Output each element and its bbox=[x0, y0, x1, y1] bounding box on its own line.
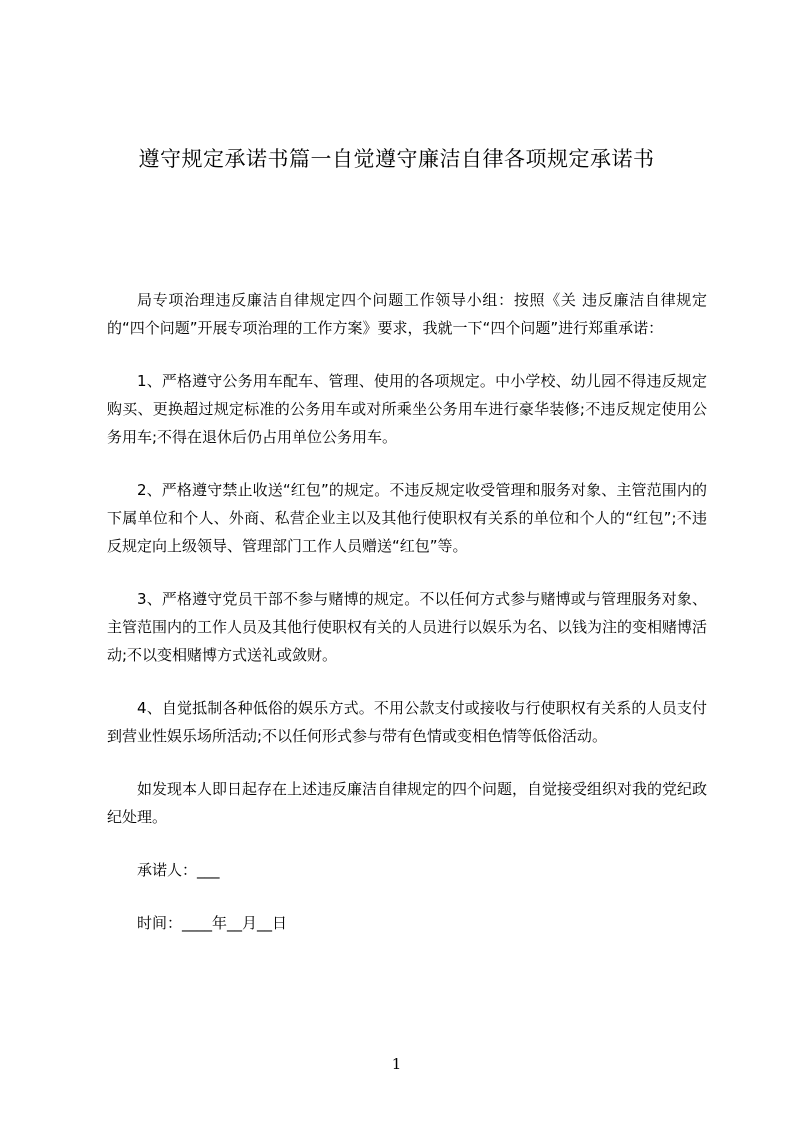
paragraph-item-2: 2、严格遵守禁止收送“红包”的规定。不违反规定收受管理和服务对象、主管范围内的下属单位和个人、外商、私营企业主以及其他行使职权有关系的单位和个人的“红包”;不违反规定向上级领导、管理部门工作人员赠送“红包”等。 bbox=[107, 481, 707, 555]
signature-line: 承诺人：___ bbox=[137, 861, 220, 879]
paragraph-item-4: 4、自觉抵制各种低俗的娱乐方式。不用公款支付或接收与行使职权有关系的人员支付到营业性娱乐场所活动;不以任何形式参与带有色情或变相色情等低俗活动。 bbox=[107, 699, 707, 745]
paragraph-closing: 如发现本人即日起存在上述违反廉洁自律规定的四个问题，自觉接受组织对我的党纪政纪处理。 bbox=[107, 780, 708, 826]
paragraph-intro: 局专项治理违反廉洁自律规定四个问题工作领导小组：按照《关 违反廉洁自律规定的“四个问题”开展专项治理的工作方案》要求，我就一下“四个问题”进行郑重承诺： bbox=[107, 291, 707, 337]
paragraph-item-3: 3、严格遵守党员干部不参与赌博的规定。不以任何方式参与赌博或与管理服务对象、主管范围内的工作人员及其他行使职权有关的人员进行以娱乐为名、以钱为注的变相赌博活动;不以变相赌博方式送礼或敛财。 bbox=[107, 590, 708, 664]
paragraph-item-1: 1、严格遵守公务用车配车、管理、使用的各项规定。中小学校、幼儿园不得违反规定购买、更换超过规定标准的公务用车或对所乘坐公务用车进行豪华装修;不违反规定使用公务用车;不得在退休后仍占用单位公务用车。 bbox=[107, 372, 707, 446]
document-body bbox=[107, 286, 707, 962]
document-title: 遵守规定承诺书篇一自觉遵守廉洁自律各项规定承诺书 bbox=[138, 147, 655, 171]
page-number: 1 bbox=[391, 1055, 402, 1073]
date-line: 时间：____年__月__日 bbox=[137, 914, 288, 932]
